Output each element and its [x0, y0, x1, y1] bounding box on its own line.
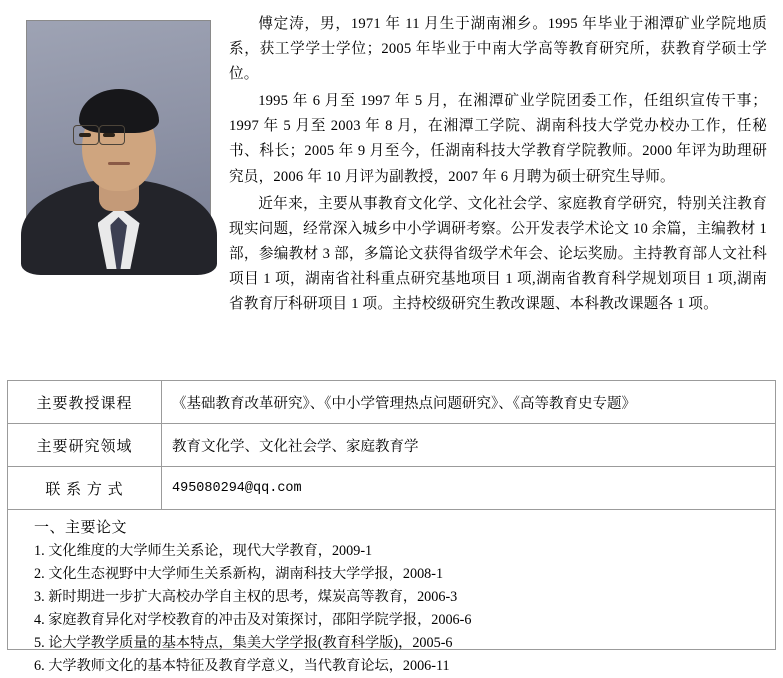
row-value-courses: 《基础教育改革研究》、《中小学管理热点问题研究》、《高等教育史专题》: [162, 381, 776, 424]
list-item: 5. 论大学教学质量的基本特点，集美大学学报(教育科学版)，2005-6: [34, 635, 453, 651]
list-item: 1. 文化维度的大学师生关系论，现代大学教育，2009-1: [34, 543, 373, 559]
list-item: 6. 大学教师文化的基本特征及教育学意义，当代教育论坛，2006-11: [34, 658, 450, 674]
photo-eye-left: [79, 133, 91, 137]
photo-mouth: [108, 162, 130, 165]
portrait-photo: [26, 20, 211, 270]
row-label-courses: 主要教授课程: [8, 381, 162, 424]
papers-list: [8, 540, 775, 678]
info-table: [7, 380, 776, 510]
list-item: 4. 家庭教育异化对学校教育的冲击及对策探讨，邵阳学院学报，2006-6: [34, 612, 472, 628]
biography-text: [219, 8, 777, 319]
row-value-contact-email: 495080294@qq.com: [162, 467, 776, 510]
table-row: [8, 424, 776, 467]
photo-eye-right: [103, 133, 115, 137]
table-row: [8, 381, 776, 424]
table-row: [8, 467, 776, 510]
row-label-contact: 联 系 方 式: [8, 467, 162, 510]
row-value-research-fields: 教育文化学、文化社会学、家庭教育学: [162, 424, 776, 467]
papers-section: [7, 510, 776, 674]
list-item: 2. 文化生态视野中大学师生关系新构，湖南科技大学学报，2008-1: [34, 566, 444, 582]
biography-paragraph: 傅定涛，男，1971 年 11 月生于湖南湘乡。1995 年毕业于湘潭矿业学院地质系，获工学学士学位；2005 年毕业于中南大学高等教育研究所，获教育学硕士学位。: [229, 16, 767, 83]
list-item: 3. 新时期进一步扩大高校办学自主权的思考，煤炭高等教育，2006-3: [34, 589, 458, 605]
papers-section-title: 一、主要论文: [34, 520, 128, 536]
biography-paragraph: 1995 年 6 月至 1997 年 5 月，在湘潭矿业学院团委工作，任组织宣传干事；1997 年 5 月至 2003 年 8 月，在湘潭工学院、湖南科技大学党办校办工作，任秘书、科长；2005 年 9 月至今，任湖南科技大学教育学院教师。2000 年评为助理研究员，2006 年 10 月评为副教授，2007 年 6 月聘为硕士研究生导师。: [229, 93, 767, 185]
row-label-research-fields: 主要研究领域: [8, 424, 162, 467]
biography-paragraph: 近年来，主要从事教育文化学、文化社会学、家庭教育学研究，特别关注教育现实问题，经常深入城乡中小学调研考察。公开发表学术论文 10 余篇，主编教材 1 部，参编教材 3 部，多篇论文获得省级学术年会、论坛奖励。主持教育部人文社科项目 1 项，湖南省社科重点研究基地项目 1 项,湖南省教育科学规划项目 1 项,湖南省教育厅科研项目 1 项。主持校级研究生教改课题、本科教改课题各 1 项。: [229, 195, 767, 313]
